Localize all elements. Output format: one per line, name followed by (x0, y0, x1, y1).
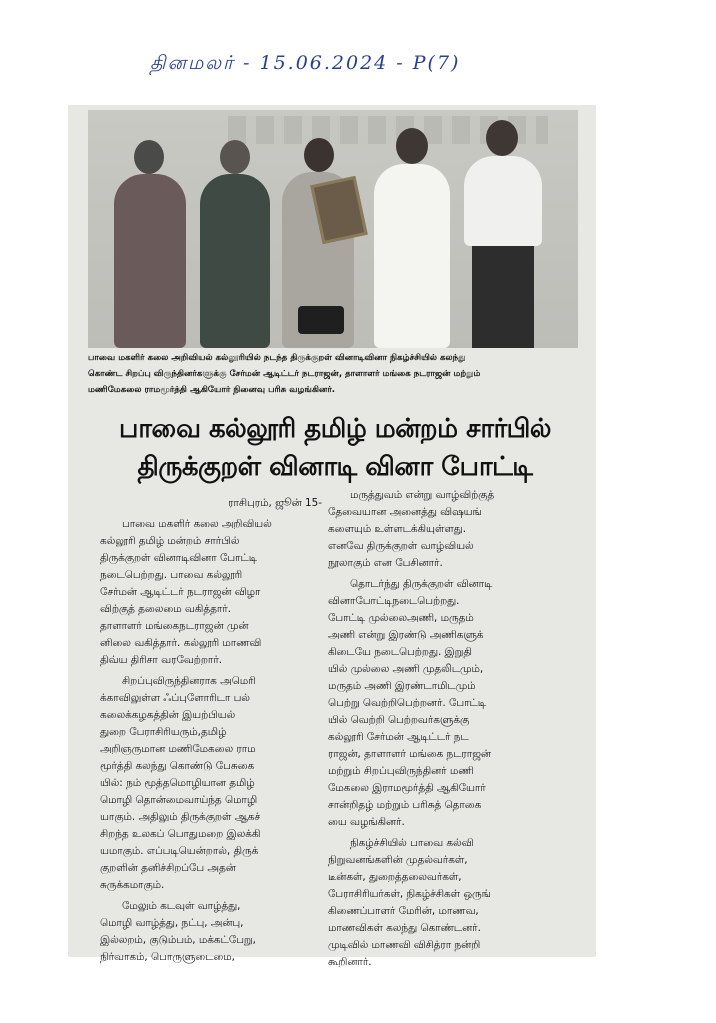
article-line: வினாபோட்டிநடைபெற்றது. (328, 595, 460, 607)
article-paragraph (100, 516, 322, 669)
caption-line: பாவை மகளிர் கலை அறிவியல் கல்லூரியில் நடந்த திருக்குறள் வினாடிவினா நிகழ்ச்சியில் கலந்து (88, 353, 466, 363)
article-line: சேர்மன் ஆடிட்டர் நடராஜன் விழா (100, 586, 261, 598)
photo-person (196, 140, 274, 348)
article-line: விற்குத் தலைமை வகித்தார். (100, 603, 232, 615)
article-line: நடைபெற்றது. பாவை கல்லூரி (100, 569, 243, 581)
article-line: களையும் உள்ளடக்கியுள்ளது. (328, 523, 467, 535)
article-line: திருக்குறள் வினாடிவினா போட்டி (100, 552, 258, 564)
camera-icon (298, 306, 344, 334)
article-line: மூர்த்தி கலந்து கொண்டு பேசுகை (100, 760, 255, 772)
article-paragraph (328, 835, 550, 971)
article-line: மருதம் அணி இரண்டாமிடமும் (328, 680, 476, 692)
article-paragraph (100, 898, 322, 966)
photo-person (370, 128, 454, 348)
article-column-2 (328, 487, 550, 975)
article-line: க்காவிலுள்ள ஃப்புளோரிடா பல் (100, 692, 250, 704)
article-line: அணி என்று இரண்டு அணிகளுக் (328, 629, 484, 641)
article-line: மற்றும் சிறப்புவிருந்தினர் மணி (328, 765, 474, 777)
article-line: திவ்ய திரிசா வரவேற்றார். (100, 654, 223, 666)
headline-line-2: திருக்குறள் வினாடி வினா போட்டி (137, 452, 533, 482)
article-line: டீன்கள், துறைத்தலைவர்கள், (328, 871, 462, 883)
article-line: போட்டி முல்லைஅணி, மருதம் (328, 612, 474, 624)
headline (80, 410, 590, 486)
article-line: துறை பேராசிரியரும்,தமிழ் (100, 726, 227, 738)
photo-person (458, 120, 548, 348)
article-paragraph (328, 576, 550, 831)
article-column-1 (100, 495, 322, 970)
article-line: குறளின் தனிச்சிறப்பே அதன் (100, 862, 236, 874)
article-line: கல்லூரி தமிழ் மன்றம் சார்பில் (100, 535, 240, 547)
article-line: மாணவிகள் கலந்து கொண்டனர். (328, 922, 481, 934)
article-line: சிறந்த உலகப் பொதுமறை இலக்கி (100, 828, 261, 840)
article-line: மருத்துவம் என்று வாழ்விற்குத் (350, 489, 495, 501)
article-line: தேவையான அனைத்து விஷயங் (328, 506, 482, 518)
article-line: கலைக்கழகத்தின் இயற்பியல் (100, 709, 236, 721)
article-line: மேகலை இராமமூர்த்தி ஆகியோர் (328, 782, 486, 794)
article-line: மேலும் கடவுள் வாழ்த்து, (122, 900, 241, 912)
article-line: யில்: நம் மூத்தமொழியான தமிழ் (100, 777, 255, 789)
article-line: கிணைப்பாளர் மேரின், மாணவ, (328, 905, 479, 917)
article-line: நூலாகும் என பேசினார். (328, 557, 443, 569)
article-line: நிர்வாகம், பொருளுடைமை, (100, 951, 235, 963)
photo-caption (88, 350, 578, 400)
article-line: யாகும். அதிலும் திருக்குறள் ஆகச் (100, 811, 261, 823)
article-line: இல்லறம், குடும்பம், மக்கட்பேறு, (100, 934, 256, 946)
article-line: நிகழ்ச்சியில் பாவை கல்வி (350, 837, 474, 849)
article-line: எனவே திருக்குறள் வாழ்வியல் (328, 540, 474, 552)
article-line: மொழி தொன்மைவாய்ந்த மொழி (100, 794, 258, 806)
article-line: ராஜன், தாளாளர் மங்கை நடராஜன் (328, 748, 491, 760)
clipping-date-label: தினமலர் - 15.06.2024 - P(7) (150, 52, 461, 74)
article-paragraph (100, 673, 322, 894)
article-line: தொடர்ந்து திருக்குறள் வினாடி (350, 578, 493, 590)
article-line: கிடையே நடைபெற்றது. இறுதி (328, 646, 472, 658)
article-paragraph (328, 487, 550, 572)
article-line: னிலை வகித்தார். கல்லூரி மாணவி (100, 637, 262, 649)
article-line: கூறினார். (328, 956, 372, 968)
article-line: கல்லூரி சேர்மன் ஆடிட்டர் நட (328, 731, 469, 743)
article-line: யில் முல்லை அணி முதலிடமும், (328, 663, 484, 675)
dateline: ராசிபுரம், ஜூன் 15- (228, 497, 322, 509)
article-line: சான்றிதழ் மற்றும் பரிசுத் தொகை (328, 799, 482, 811)
article-line: பேராசிரியர்கள், நிகழ்ச்சிகள் ஒருங் (328, 888, 491, 900)
photo-person (110, 140, 190, 348)
article-line: யமாகும். எப்படியென்றால், திருக் (100, 845, 259, 857)
article-line: பெற்று வெற்றிபெற்றனர். போட்டி (328, 697, 487, 709)
article-line: மொழி வாழ்த்து, நட்பு, அன்பு, (100, 917, 244, 929)
article-line: யை வழங்கினர். (328, 816, 405, 828)
article-line: தாளாளர் மங்கைநடராஜன் முன் (100, 620, 249, 632)
article-line: யில் வெற்றி பெற்றவர்களுக்கு (328, 714, 470, 726)
article-line: சிறப்புவிருந்தினராக அமெரி (122, 675, 256, 687)
article-line: பாவை மகளிர் கலை அறிவியல் (122, 518, 272, 530)
caption-line: கொண்ட சிறப்பு விருந்தினர்களுக்கு சேர்மன் ஆடிட்டர் நடராஜன், தாளாளர் மங்கை நடராஜன் மற்றும் (88, 369, 481, 379)
news-photo (88, 110, 578, 348)
article-line: முடிவில் மாணவி விசித்ரா நன்றி (328, 939, 481, 951)
article-line: அறிஞருமான மணிமேகலை ராம (100, 743, 256, 755)
headline-line-1: பாவை கல்லூரி தமிழ் மன்றம் சார்பில் (119, 414, 551, 444)
caption-line: மணிமேகலை ராமமூர்த்தி ஆகியோர் நினைவு பரிசு வழங்கினர். (88, 385, 336, 395)
article-line: சுருக்கமாகும். (100, 879, 165, 891)
article-line: நிறுவனங்களின் முதல்வர்கள், (328, 854, 468, 866)
